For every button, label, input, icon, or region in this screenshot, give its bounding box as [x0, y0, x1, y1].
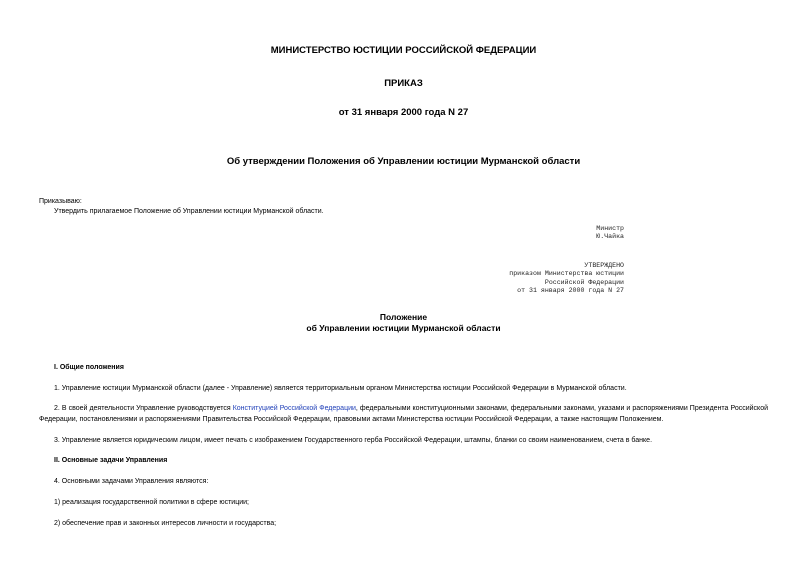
document-date-number: от 31 января 2000 года N 27 — [338, 107, 469, 118]
ministry-heading: МИНИСТЕРСТВО ЮСТИЦИИ РОССИЙСКОЙ ФЕДЕРАЦИИ — [270, 45, 537, 56]
paragraph-3: 3. Управление является юридическим лицом, имеет печать с изображением Государственного герба Российской Федерации, штампы, бланки со своим наименованием, счета в банке. — [54, 437, 653, 444]
approval-line-3: Российской Федерации — [544, 278, 624, 286]
approval-line-2: приказом Министерства юстиции — [509, 270, 624, 278]
document-type: ПРИКАЗ — [384, 78, 423, 89]
order-clause: Утвердить прилагаемое Положение об Управлении юстиции Мурманской области. — [54, 208, 324, 215]
section-1-heading: I. Общие положения — [54, 364, 124, 371]
approval-line-4: от 31 января 2000 года N 27 — [517, 287, 624, 295]
regulation-title — [0, 312, 807, 334]
paragraph-2-text-start: 2. В своей деятельности Управление руководствуется — [54, 405, 233, 412]
approval-line-1: УТВЕРЖДЕНО — [584, 262, 624, 269]
regulation-title-line-1: Положение — [379, 312, 428, 322]
signature-position: Министр — [596, 225, 624, 232]
paragraph-4: 4. Основными задачами Управления являются: — [54, 478, 209, 485]
list-item-1: 1) реализация государственной политики в сфере юстиции; — [54, 499, 249, 506]
signature-name: Ю.Чайка — [596, 233, 624, 241]
paragraph-2-text-end: , федеральными конституционными законами, федеральными законами, указами и распоряжениями Президента Российской Федерации, постановлениями и распоряжениями Правительства Российской Федерации, правовыми актами Министерства юстиции Российской Федерации, а также настоящим Положением. — [39, 405, 768, 423]
list-item-2: 2) обеспечение прав и законных интересов личности и государства; — [54, 520, 277, 527]
paragraph-2 — [39, 404, 768, 425]
regulation-title-line-2: об Управлении юстиции Мурманской области — [306, 323, 501, 333]
paragraph-1: 1. Управление юстиции Мурманской области (далее - Управление) является территориальным органом Министерства юстиции Российской Федерации в Мурманской области. — [54, 385, 627, 392]
section-2-heading: II. Основные задачи Управления — [54, 457, 168, 464]
order-intro: Приказываю: — [39, 198, 82, 205]
approval-block — [509, 262, 624, 296]
constitution-link[interactable]: Конституцией Российской Федерации — [232, 405, 356, 412]
signature-block — [596, 225, 624, 242]
document-title: Об утверждении Положения об Управлении юстиции Мурманской области — [226, 156, 581, 167]
